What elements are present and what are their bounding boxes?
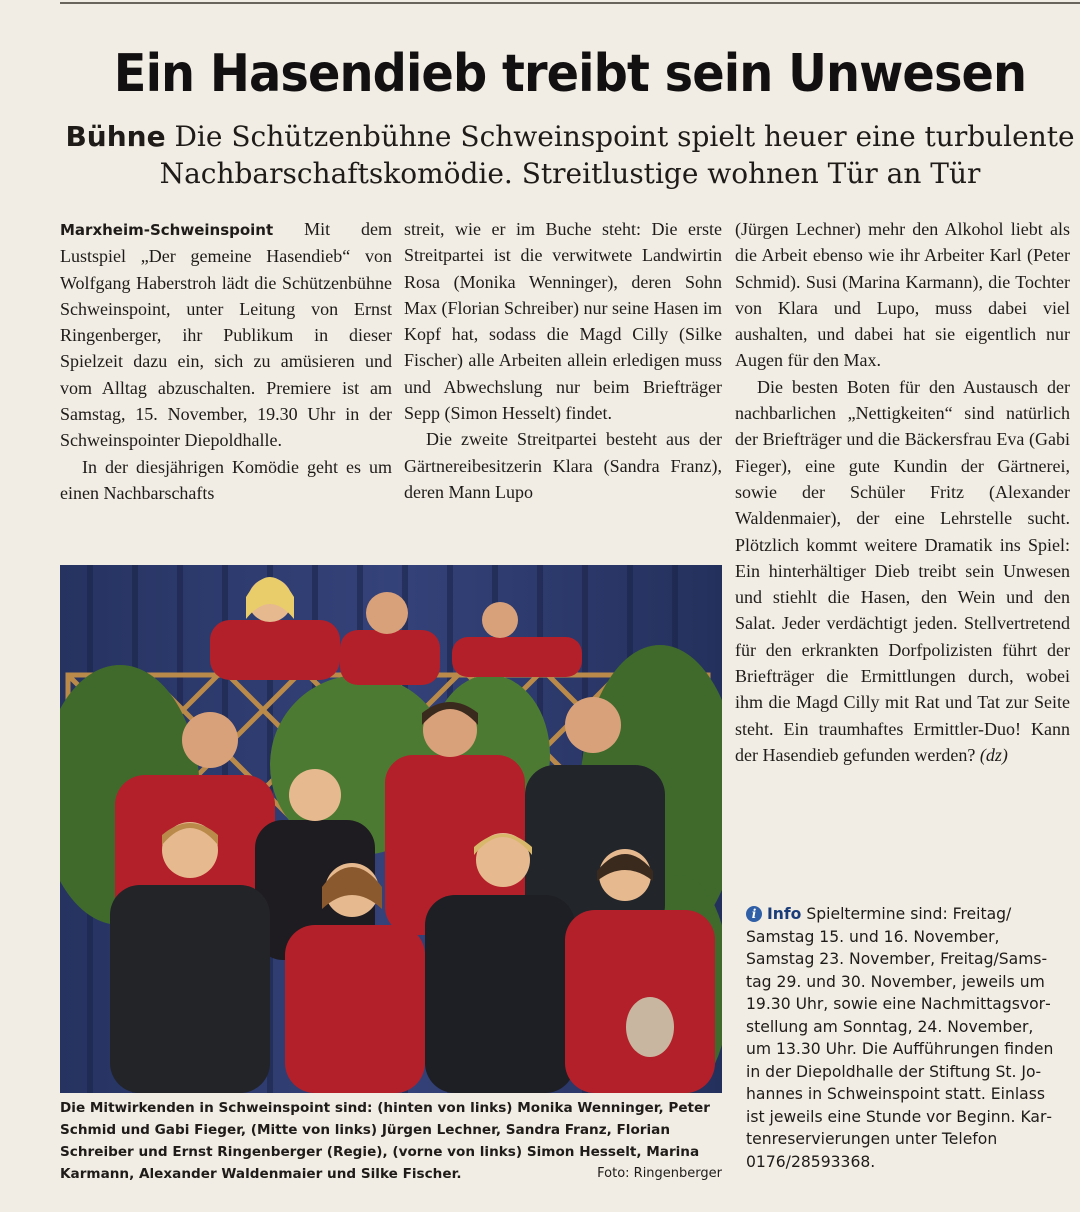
paragraph: In der diesjährigen Komödie geht es um einen Nachbarschafts xyxy=(60,456,392,503)
text-column-3 xyxy=(735,216,1070,768)
text-column-2 xyxy=(404,216,722,505)
text-column-1 xyxy=(60,216,392,506)
paragraph: (Jürgen Lechner) mehr den Alkohol liebt als die Arbeit ebenso wie ihr Arbeiter Karl (Peter Schmid). Susi (Marina Karmann), die Tochter von Klara und Lupo, muss dabei viel aushalten, und dabei hat sie eigentlich nur Augen für den Max. xyxy=(735,219,1070,371)
headline: Ein Hasendieb treibt sein Unwesen xyxy=(113,44,1027,104)
author-signature: (dz) xyxy=(979,744,1008,765)
photo-credit: Foto: Ringenberger xyxy=(597,1166,722,1181)
subheadline xyxy=(60,118,1080,192)
paragraph-text: Die besten Boten für den Austausch der nachbarlichen „Nettigkeiten“ sind natürlich der Briefträger und die Bäckersfrau Eva (Gabi Fieger), eine gute Kundin der Gärtnerei, sowie der Schüler Fritz (Alexander Waldenmaier), der eine Lehrstelle sucht. Plötzlich kommt weitere Dramatik ins Spiel: Ein hinterhältiger Dieb treibt sein Unwesen und stiehlt die Hasen, den Wein und den Salat. Jeder verdächtigt jeden. Stellvertretend für den erkrankten Dorfpolizisten führt der Briefträger die Ermittlungen durch, wobei ihm die Magd Cilly mit Rat und Tat zur Seite steht. Ein traumhaftes Ermittler-Duo! Kann der Hasendieb gefunden werden? xyxy=(735,376,1070,765)
info-box xyxy=(746,903,1056,1173)
group-photo-illustration xyxy=(60,565,722,1093)
paragraph: Die zweite Streitpartei besteht aus der Gärtnereibesitzerin Klara (Sandra Franz), deren Mann Lupo xyxy=(404,429,722,502)
group-photo xyxy=(60,565,722,1093)
paragraph-text: Mit dem Lustspiel „Der gemeine Hasendieb“ von Wolfgang Haberstroh lädt die Schützenbühne Schweinspoint, unter Leitung von Ernst Ringenberger, ihr Publikum in dieser Spielzeit dazu ein, sich zu amüsieren und vom Alltag abzuschalten. Premiere ist am Samstag, 15. November, 19.30 Uhr in der Schweinspointer Diepoldhalle. xyxy=(60,219,393,451)
subheadline-text: Die Schützenbühne Schweinspoint spielt heuer eine turbulente Nachbarschaftskomödie. Streitlustige wohnen Tür an Tür xyxy=(159,120,1075,190)
photo-caption xyxy=(60,1097,722,1185)
top-rule xyxy=(60,2,1080,4)
paragraph xyxy=(735,374,1070,768)
show-through-text-left xyxy=(0,0,60,560)
kicker: Bühne xyxy=(65,120,166,153)
info-icon: i xyxy=(746,906,762,922)
info-label: Info xyxy=(766,905,802,923)
info-text: Spieltermine sind: Freitag/ Samstag 15. und 16. November, Samstag 23. November, Freitag/Samstag 29. und 30. November, jeweils um 19.30 Uhr, sowie eine Nachmittagsvorstellung am Sonntag, 24. November, um 13.30 Uhr. Die Aufführungen finden in der Diepoldhalle der Stiftung St. Johannes in Schweinspoint statt. Einlass ist jeweils eine Stunde vor Beginn. Kartenreservierungen unter Telefon 0176/28593368. xyxy=(746,905,1054,1171)
paragraph: streit, wie er im Buche steht: Die erste Streitpartei ist die verwitwete Landwirtin Rosa (Monika Wenninger), deren Sohn Max (Florian Schreiber) nur seine Hasen im Kopf hat, sodass die Magd Cilly (Silke Fischer) alle Arbeiten allein erledigen muss und Abwechslung nur beim Briefträger Sepp (Simon Hesselt) findet. xyxy=(404,219,722,424)
dateline: Marxheim-Schweinspoint xyxy=(60,221,274,239)
caption-text: Die Mitwirkenden in Schweinspoint sind: (hinten von links) Monika Wenninger, Peter Schmid und Gabi Fieger, (Mitte von links) Jürgen Lechner, Sandra Franz, Florian Schreiber und Ernst Ringenberger (Regie), (vorne von links) Simon Hesselt, Marina Karmann, Alexander Waldenmaier und Silke Fischer. xyxy=(60,1100,710,1182)
paragraph xyxy=(60,216,392,454)
